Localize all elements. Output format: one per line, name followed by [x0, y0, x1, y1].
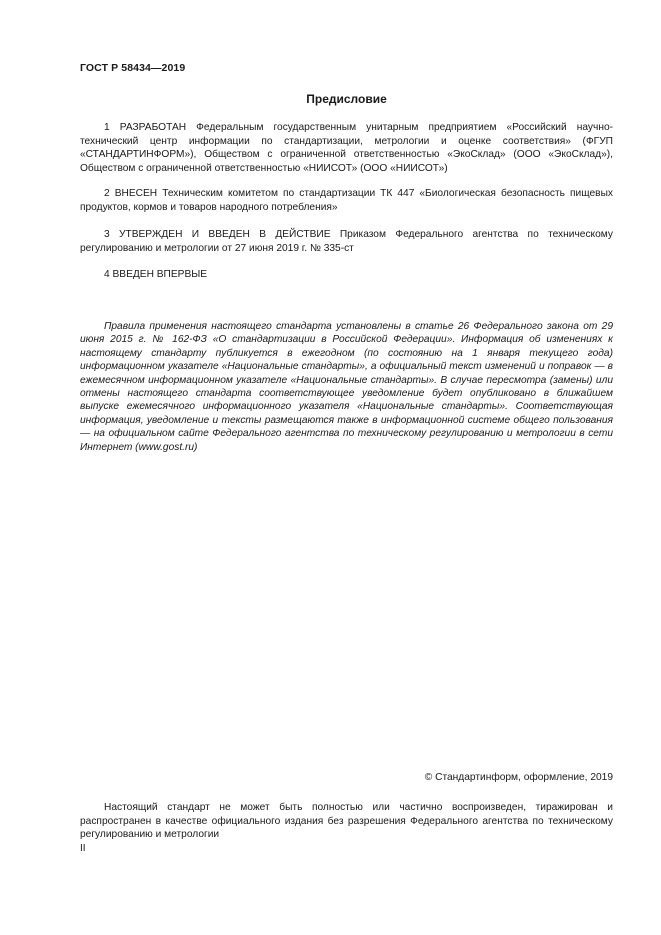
preface-item-developed: 1 РАЗРАБОТАН Федеральным государственным унитарным предприятием «Российский научно-технический центр информации по стандартизации, метрологии и оценке соответствия» (ФГУП «СТАНДАРТИНФОРМ»), Обществом с ограниченной ответственностью «ЭкоСклад» (ООО «ЭкоСклад»), Обществом с ограниченной ответственностью «НИИСОТ» (ООО «НИИСОТ»)	[80, 122, 613, 174]
copyright-line: © Стандартинформ, оформление, 2019	[424, 772, 613, 783]
page-number: II	[80, 843, 86, 854]
rules-notice: Правила применения настоящего стандарта установлены в статье 26 Федерального закона от 29 июня 2015 г. № 162-ФЗ «О стандартизации в Российской Федерации». Информация об изменениях к настоящему стандарту публикуется в ежегодном (по состоянию на 1 января текущего года) информационном указателе «Национальные стандарты», а официальный текст изменений и поправок — в ежемесячном информационном указателе «Национальные стандарты». В случае пересмотра (замены) или отмены настоящего стандарта соответствующее уведомление будет опубликовано в ближайшем выпуске ежемесячного информационного указателя «Национальные стандарты». Соответствующая информация, уведомление и тексты размещаются также в информационной системе общего пользования — на официальном сайте Федерального агентства по техническому регулированию и метрологии в сети Интернет (www.gost.ru)	[80, 321, 613, 453]
preface-item-first-introduced: 4 ВВЕДЕН ВПЕРВЫЕ	[104, 269, 208, 280]
preface-title: Предисловие	[306, 92, 387, 106]
document-code: ГОСТ Р 58434—2019	[80, 62, 186, 74]
preface-item-introduced: 2 ВНЕСЕН Техническим комитетом по стандартизации ТК 447 «Биологическая безопасность пищевых продуктов, кормов и товаров народного потребления»	[80, 188, 613, 213]
reproduction-notice: Настоящий стандарт не может быть полностью или частично воспроизведен, тиражирован и распространен в качестве официального издания без разрешения Федерального агентства по техническому регулированию и метрологии	[80, 802, 613, 841]
preface-item-approved: 3 УТВЕРЖДЕН И ВВЕДЕН В ДЕЙСТВИЕ Приказом Федерального агентства по техническому регулированию и метрологии от 27 июня 2019 г. № 335-ст	[80, 229, 613, 254]
